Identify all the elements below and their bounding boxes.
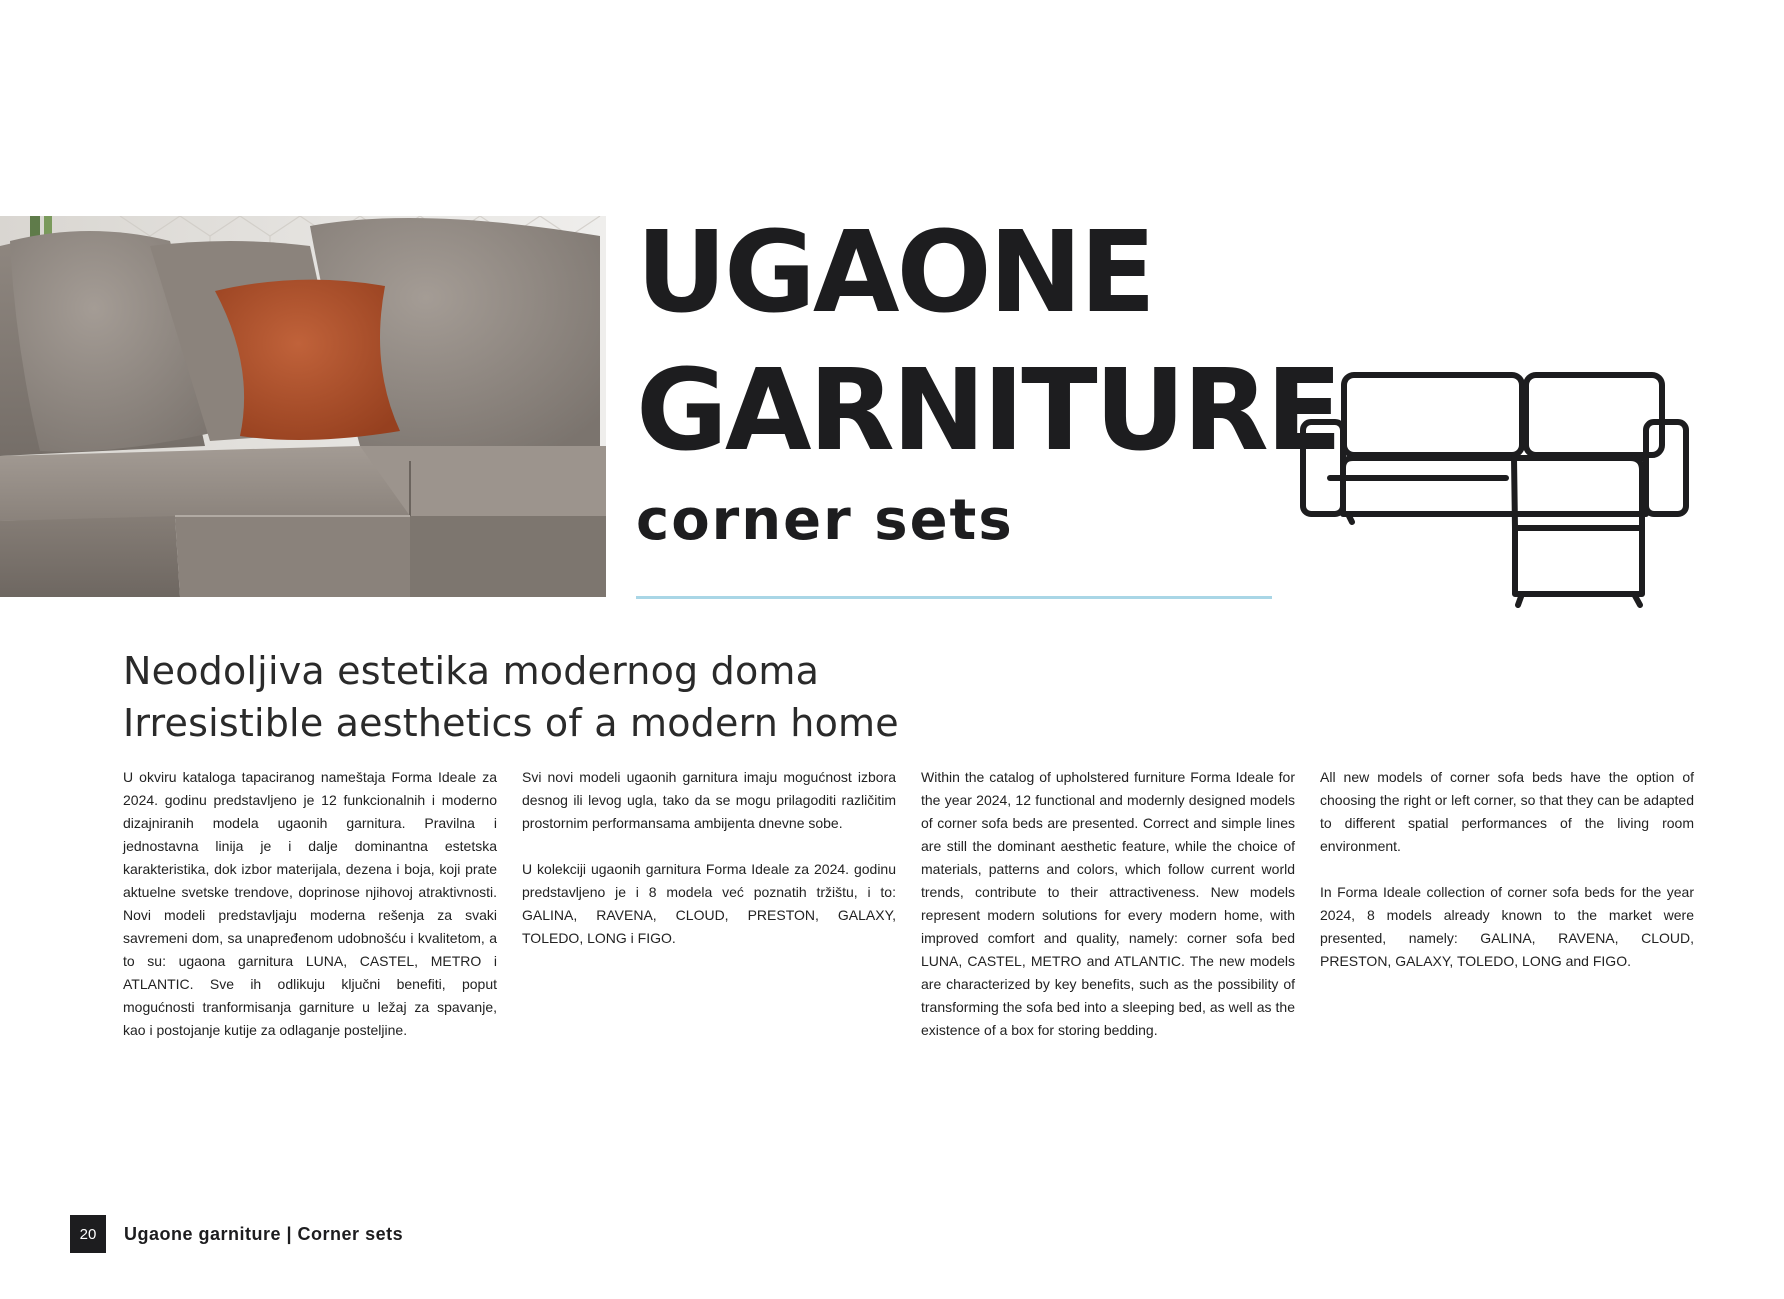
corner-sofa-photo — [0, 216, 606, 597]
text-column-2 — [522, 766, 896, 973]
paragraph: All new models of corner sofa beds have the option of choosing the right or left corner, so that they can be adapted to different spatial performances of the living room environment. — [1320, 769, 1694, 854]
divider-rule — [636, 596, 1272, 599]
page-number: 20 — [70, 1215, 106, 1253]
footer-section-label: Ugaone garniture | Corner sets — [124, 1223, 404, 1244]
section-headline — [123, 645, 899, 749]
page-subtitle: corner sets — [636, 488, 1014, 553]
headline-line-1: Neodoljiva estetika modernog doma — [123, 649, 820, 693]
title-line-2: GARNITURE — [636, 346, 1340, 476]
paragraph: Within the catalog of upholstered furniture Forma Ideale for the year 2024, 12 functional and modernly designed models of corner sofa beds are presented. Correct and simple lines are still the dominant aesthetic feature, while the choice of materials, patterns and colors, which follow current world trends, contribute to their attractiveness. New models represent modern solutions for every modern home, with improved comfort and quality, namely: corner sofa bed LUNA, CASTEL, METRO and ATLANTIC. The new models are characterized by key benefits, such as the possibility of transforming the sofa bed into a sleeping bed, as well as the existence of a box for storing bedding. — [921, 769, 1295, 1038]
paragraph: U kolekciji ugaonih garnitura Forma Ideale za 2024. godinu predstavljeno je i 8 modela već poznatih tržištu, i to: GALINA, RAVENA, CLOUD, PRESTON, GALAXY, TOLEDO, LONG i FIGO. — [522, 861, 896, 946]
corner-sofa-icon — [1290, 368, 1690, 612]
paragraph: U okviru kataloga tapaciranog nameštaja Forma Ideale za 2024. godinu predstavljeno je 12 funkcionalnih i moderno dizajniranih modela ugaonih garnitura. Pravilna i jednostavna linija je i dalje dominantna estetska karakteristika, dok izbor materijala, dezena i boja, koji prate aktuelne svetske trendove, doprinose njihovoj atraktivnosti. Novi modeli predstavljaju moderna rešenja za svaki savremeni dom, sa unapređenom udobnošću i kvalitetom, a to su: ugaona garnitura LUNA, CASTEL, METRO i ATLANTIC. Sve ih odlikuju ključni benefiti, poput mogućnosti tranformisanja garniture u ležaj za spavanje, kao i postojanje kutije za odlaganje posteljine. — [123, 769, 497, 1038]
headline-line-2: Irresistible aesthetics of a modern home — [123, 701, 899, 745]
text-column-4 — [1320, 766, 1694, 996]
title-line-1: UGAONE — [636, 208, 1154, 338]
text-column-3 — [921, 766, 1295, 1065]
page-footer — [70, 1215, 403, 1253]
text-column-1 — [123, 766, 497, 1065]
paragraph: Svi novi modeli ugaonih garnitura imaju mogućnost izbora desnog ili levog ugla, tako da se mogu prilagoditi različitim prostornim performansama ambijenta dnevne sobe. — [522, 769, 896, 831]
paragraph: In Forma Ideale collection of corner sofa beds for the year 2024, 8 models already known to the market were presented, namely: GALINA, RAVENA, CLOUD, PRESTON, GALAXY, TOLEDO, LONG and FIGO. — [1320, 884, 1694, 969]
page-title — [636, 204, 1339, 480]
